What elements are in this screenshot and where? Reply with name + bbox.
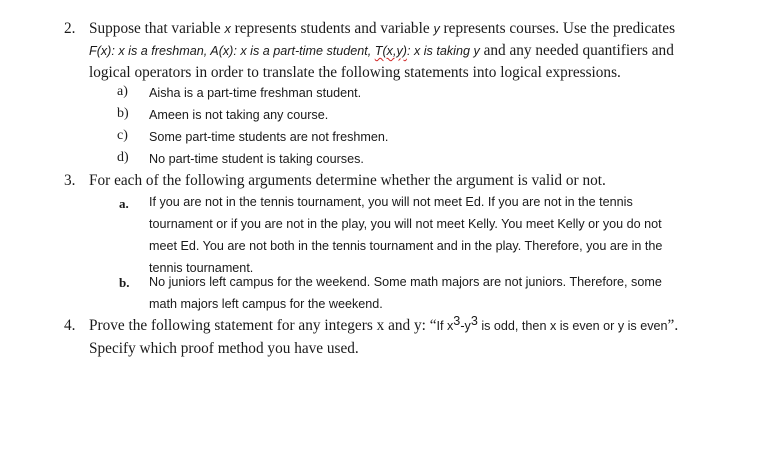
q3-b-label: b. [119, 275, 130, 290]
q4-line-2: Specify which proof method you have used. [89, 340, 359, 357]
q3-a-line-2: tournament or if you are not in the play, you will not meet Kelly. You meet Kelly or you do not [149, 217, 662, 231]
q2-predicate-t: T(x,y) [374, 44, 407, 58]
q2-predicate-t-rest: : x is taking y [406, 44, 480, 58]
q2-item-a-label: a) [117, 84, 128, 99]
q4-statement-b: -y [460, 319, 471, 333]
q4-sup-1: 3 [453, 314, 461, 328]
q2-line-2 [89, 43, 674, 58]
q2-text-1c: represents courses. Use the predicates [439, 20, 676, 37]
q4-sup-2: 3 [470, 314, 478, 328]
q2-item-a: Aisha is a part-time freshman student. [149, 86, 362, 100]
q3-a-line-4: tennis tournament. [149, 261, 254, 275]
q2-text-1a: Suppose that variable [89, 20, 225, 37]
q4-line-1 [89, 314, 679, 334]
q3-a-line-3: meet Ed. You are not both in the tennis tournament and in the play. Therefore, you are in the [149, 239, 663, 253]
q2-line-3: logical operators in order to translate the following statements into logical expressions. [89, 64, 621, 81]
q2-text-1b: represents students and variable [230, 20, 434, 37]
q4-number: 4. [64, 317, 76, 334]
q3-a-label: a. [119, 196, 129, 211]
q3-a-line-1: If you are not in the tennis tournament, you will not meet Ed. If you are not in the tennis [149, 195, 633, 209]
q2-line-1 [89, 21, 675, 36]
q4-statement-c: is odd, then x is even or y is even [477, 319, 668, 333]
q2-var-x: x [224, 22, 231, 36]
q2-item-c-label: c) [117, 128, 128, 143]
q2-predicates: F(x): x is a freshman, A(x): x is a part-time student, [89, 44, 375, 58]
q2-item-b-label: b) [117, 106, 129, 121]
q2-item-d-label: d) [117, 150, 129, 165]
q2-item-b: Ameen is not taking any course. [149, 108, 329, 122]
q2-text-2: and any needed quantifiers and [479, 42, 674, 59]
q3-b-line-1: No juniors left campus for the weekend. Some math majors are not juniors. Therefore, some [149, 275, 662, 289]
q2-number: 2. [64, 20, 76, 37]
q3-intro: For each of the following arguments determine whether the argument is valid or not. [89, 172, 606, 189]
q2-item-c: Some part-time students are not freshmen. [149, 130, 389, 144]
q3-b-line-2: math majors left campus for the weekend. [149, 297, 383, 311]
q4-text-1-end: ”. [667, 317, 679, 334]
q4-statement-a: If x [436, 319, 454, 333]
q2-item-d: No part-time student is taking courses. [149, 152, 364, 166]
q4-text-1a: Prove the following statement for any integers x and y: “ [89, 317, 437, 334]
q3-number: 3. [64, 172, 76, 189]
q2-var-y: y [433, 22, 440, 36]
